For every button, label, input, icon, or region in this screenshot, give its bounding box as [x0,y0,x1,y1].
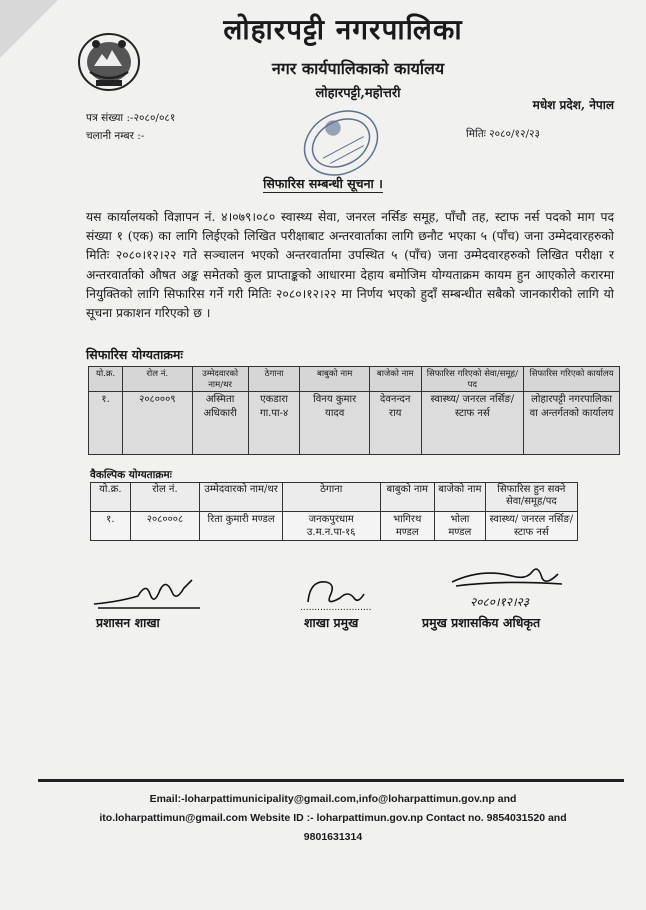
recommended-table [88,366,620,455]
table-cell: २०८०००९ [123,392,192,455]
footer-website-line: ito.loharpattimun@gmail.com Website ID :- loharpattimun.gov.np Contact no. 9854031520 and [99,812,567,824]
notice-subject: सिफारिस सम्बन्धी सूचना । [263,176,383,191]
table-row [89,392,620,455]
table-cell: स्वास्थ्य/ जनरल नर्सिङ/स्टाफ नर्स [421,392,523,455]
table-cell: जनकपुरधाम उ.म.न.पा-१६ [282,512,380,541]
table-cell: एकडारा गा.पा-४ [248,392,300,455]
table-row [91,512,578,541]
col-header: बाजेको नाम [369,367,421,392]
recommended-section-title: सिफारिस योग्यताक्रमः [86,347,183,362]
col-header: बाबुको नाम [380,483,435,512]
col-header: सिफारिस गरिएको कार्यालय [524,367,620,392]
col-header: यो.क्र. [91,483,131,512]
table-cell: भोला मण्डल [435,512,486,541]
col-header: ठेगाना [248,367,300,392]
admin-signature [88,572,208,614]
table-cell: भागिरथ मण्डल [380,512,435,541]
handwritten-date: २०८०।१२।२३ [470,595,530,609]
reference-number: पत्र संख्या :-२०८०/०८१ [86,112,176,124]
footer-phone-line: 9801631314 [303,831,363,843]
office-name: नगर कार्यपालिकाको कार्यालय [271,59,445,78]
table-cell: १. [89,392,123,455]
table-cell: देवनन्दन राय [369,392,421,455]
table-cell: विनय कुमार यादव [300,392,369,455]
branch-head-label: शाखा प्रमुख [304,615,359,630]
table-cell: स्वास्थ्य/ जनरल नर्सिङ/स्टाफ नर्स [485,512,577,541]
col-header: यो.क्र. [89,367,123,392]
table-cell: २०८०००८ [130,512,200,541]
col-header: सिफारिस हुन सक्ने सेवा/समूह/पद [485,483,577,512]
table-cell: रिता कुमारी मण्डल [200,512,283,541]
letter-date: मितिः २०८०/१२/२३ [466,128,540,140]
admin-branch-label: प्रशासन शाखा [96,615,160,630]
col-header: सिफारिस गरिएको सेवा/समूह/पद [421,367,523,392]
svg-text:.........................: ......................... [300,603,372,613]
col-header: रोल नं. [130,483,200,512]
official-stamp [298,104,384,182]
contact-footer [0,790,646,847]
footer-email-line: Email:-loharpattimunicipality@gmail.com,info@loharpattimun.gov.np and [149,793,517,805]
col-header: ठेगाना [282,483,380,512]
table-cell: १. [91,512,131,541]
col-header: उम्मेदवारको नाम/थर [192,367,248,392]
office-address: लोहारपट्टी,महोत्तरी [315,86,401,101]
branch-head-signature [296,572,376,614]
cao-label: प्रमुख प्रशासकिय अधिकृत [422,615,541,630]
col-header: उम्मेदवारको नाम/थर [200,483,283,512]
table-cell: अस्मिता अधिकारी [192,392,248,455]
province-label: मधेश प्रदेश, नेपाल [532,98,614,112]
municipality-name: लोहारपट्टी नगरपालिका [223,13,463,46]
table-cell: लोहारपट्टी नगरपालिका वा अन्तर्गतको कार्यालय [524,392,620,455]
notice-body: यस कार्यालयको विज्ञापन नं. ४।०७९।०८० स्वास्थ्य सेवा, जनरल नर्सिङ समूह, पाँचौ तह, स्टाफ नर्स पदको माग पद संख्या १ (एक) का लागि लिईएको लिखित परीक्षाबाट अन्तरवार्ताका लागि छनौट भएका ५ (पाँच) जना उम्मेदवारहरुको मितिः २०८०।१२।२२ गते सञ्चालन भएको अन्तरवार्तामा उपस्थित ५ (पाँच) जना उम्मेदवारहरुको लिखित परीक्षा र अन्तरवार्ताको औषत अङ्क समेतको कुल प्राप्ताङ्कको आधारमा देहाय बमोजिम योग्यताक्रम कायम हुन आएकोले करारमा नियुक्तिको लागि सिफारिस गर्ने गरी मितिः २०८०।१२।२२ मा निर्णय भएको हुदाँ सम्बन्धीत सबैको जानकारीको लागि यो सूचना प्रकाशन गरिएको छ । [86,210,614,321]
col-header: बाजेको नाम [435,483,486,512]
alternate-section-title: वैकल्पिक योग्यताक्रमः [90,469,172,481]
alternate-table [90,482,578,541]
col-header: बाबुको नाम [300,367,369,392]
table-header-row [89,367,620,392]
footer-divider [38,779,624,782]
dispatch-number: चलानी नम्बर :- [86,130,145,142]
table-header-row [91,483,578,512]
col-header: रोल नं. [123,367,192,392]
